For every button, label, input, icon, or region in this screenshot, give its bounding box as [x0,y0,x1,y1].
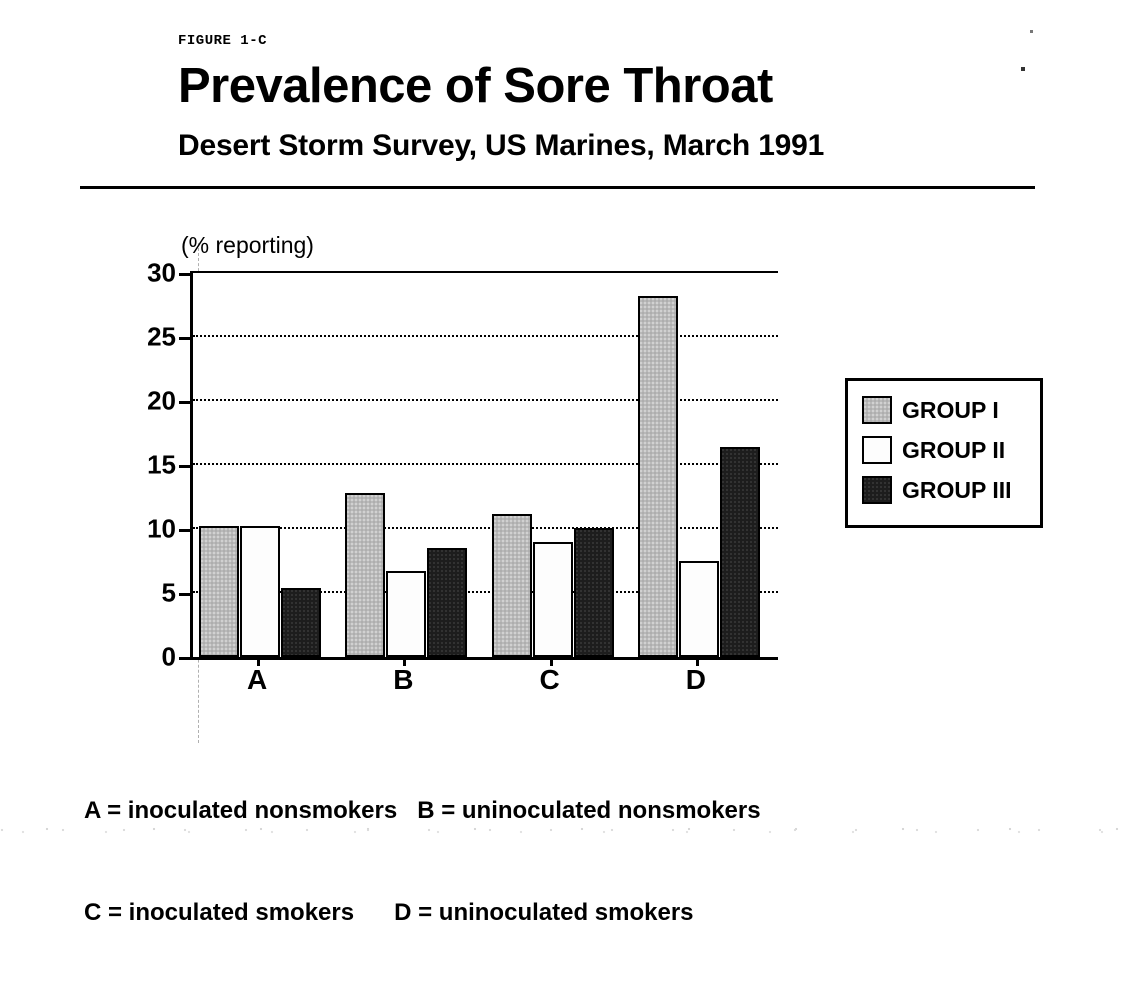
footnotes [84,726,761,998]
legend-item-group-i [862,395,999,425]
x-axis-label-c: C [539,664,560,695]
chart-legend [845,378,1043,528]
bar-c-series-3 [574,528,614,657]
page-subtitle: Desert Storm Survey, US Marines, March 1991 [178,129,825,162]
bar-a-series-2 [240,526,280,657]
x-axis-tick-mark [550,657,553,666]
bar-b-series-3 [427,548,467,657]
bar-d-series-1 [638,296,678,657]
y-axis-tick-label: 30 [147,257,176,288]
y-axis-tick-mark [179,401,190,404]
x-axis-tick-mark [696,657,699,666]
y-axis-tick-label: 20 [147,385,176,416]
chart-plot-area [190,273,778,660]
y-axis-tick-label: 0 [161,641,176,672]
bar-c-series-1 [492,514,532,657]
y-axis-tick-mark [179,529,190,532]
legend-item-group-ii [862,435,1005,465]
x-axis-label-a: A [247,664,268,695]
legend-item-group-iii [862,475,1012,505]
y-axis-tick-mark [179,337,190,340]
bar-d-series-3 [720,447,760,657]
y-axis-tick-label: 5 [161,577,176,608]
y-axis-tick-label: 15 [147,449,176,480]
bar-a-series-3 [281,588,321,657]
footnote-line-2: C = inoculated smokers D = uninoculated smokers [84,899,694,926]
legend-swatch-icon-group-i [862,396,892,424]
legend-label-group-iii: GROUP III [902,476,1012,503]
scan-artifact-strip [0,826,1123,836]
legend-swatch-icon-group-ii [862,436,892,464]
y-axis-tick-label: 10 [147,513,176,544]
x-axis-tick-mark [257,657,260,666]
legend-swatch-icon-group-iii [862,476,892,504]
y-axis-tick-mark [179,465,190,468]
bar-c-series-2 [533,542,573,657]
y-axis-tick-label: 25 [147,321,176,352]
bar-b-series-1 [345,493,385,657]
y-axis-caption: (% reporting) [181,232,314,258]
legend-label-group-ii: GROUP II [902,436,1006,463]
y-axis-tick-mark [179,273,190,276]
corner-registration-marks [1021,30,1035,70]
bar-b-series-2 [386,571,426,657]
page-title: Prevalence of Sore Throat [178,59,773,113]
x-axis-label-b: B [393,664,414,695]
y-axis-tick-mark [179,657,190,660]
footnote-line-1: A = inoculated nonsmokers B = uninoculated nonsmokers [84,797,761,824]
bars-group [193,273,778,657]
bar-a-series-1 [199,526,239,657]
figure-label: FIGURE 1-C [178,33,268,49]
legend-label-group-i: GROUP I [902,396,999,423]
y-axis-tick-mark [179,593,190,596]
x-axis-label-d: D [685,664,706,695]
bar-d-series-2 [679,561,719,657]
x-axis-tick-mark [403,657,406,666]
header-divider [80,186,1035,189]
